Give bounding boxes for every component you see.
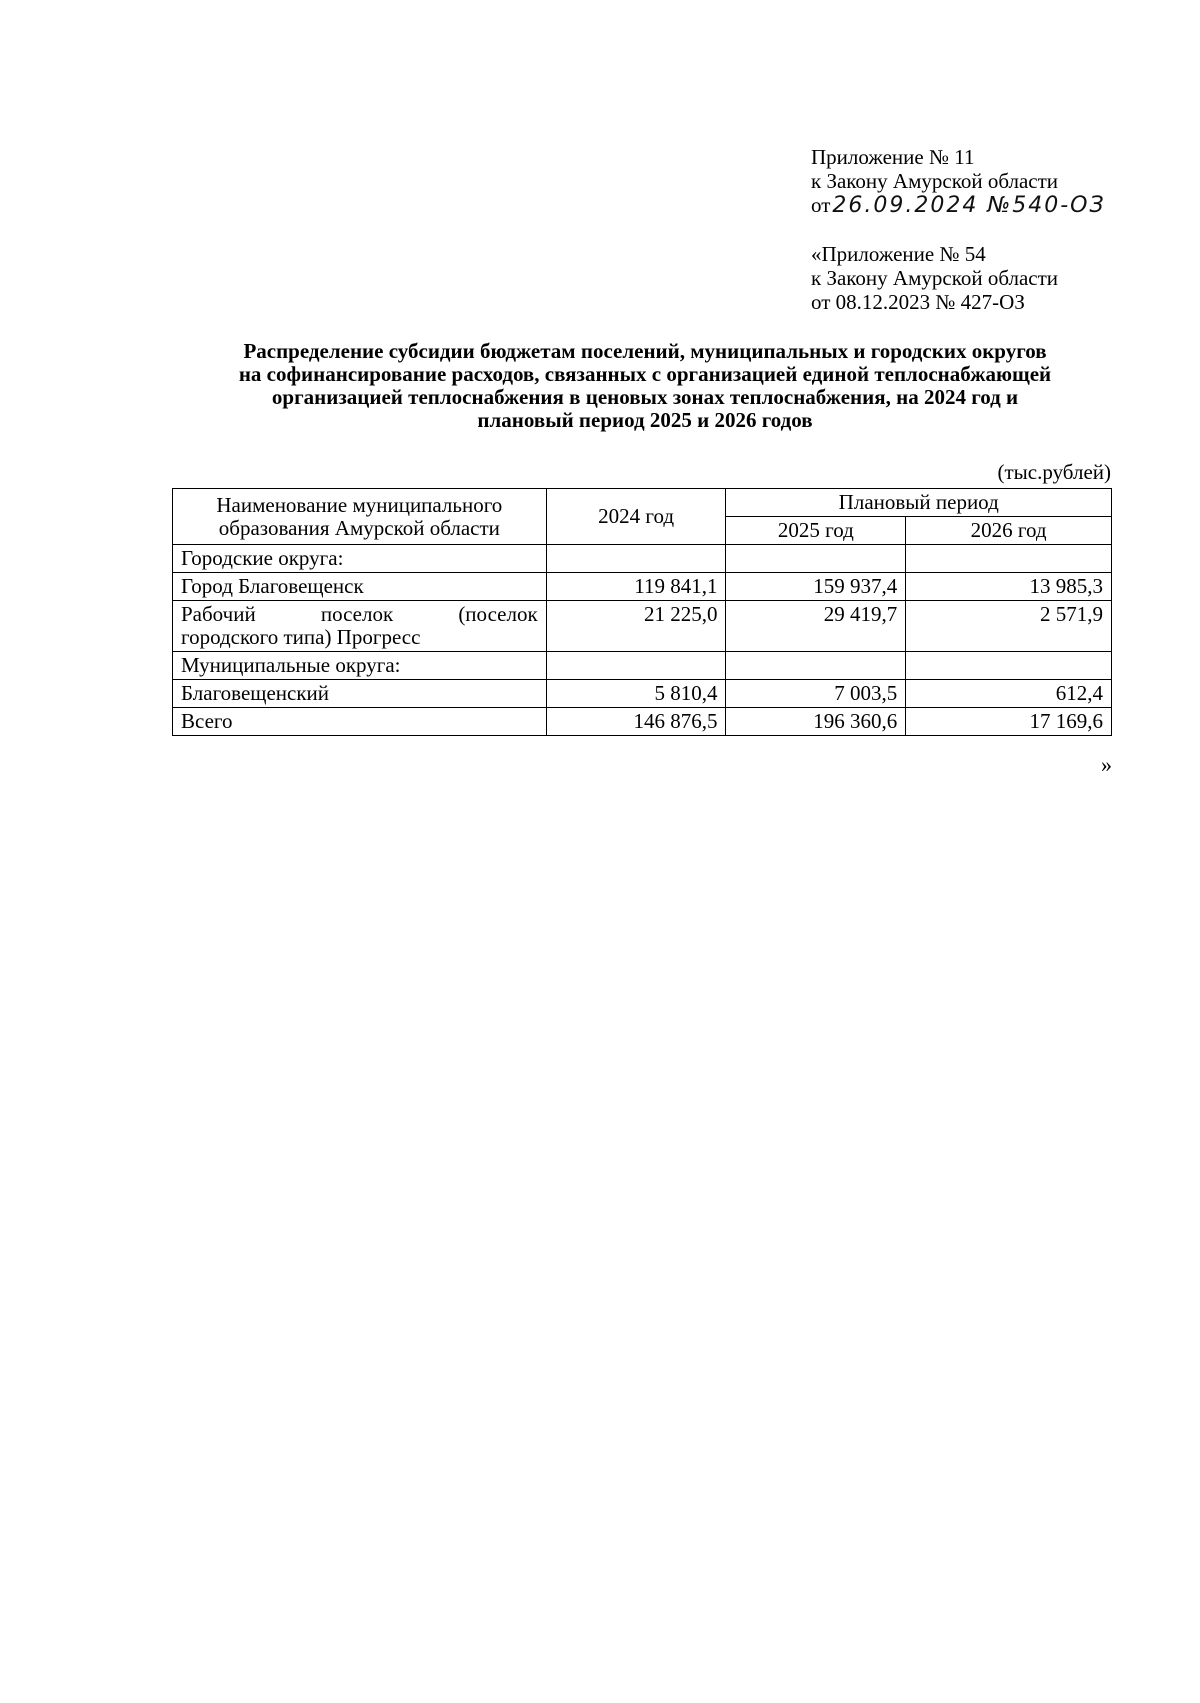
closing-quote: »	[1101, 752, 1112, 777]
appendix-date-line	[811, 193, 1191, 218]
row-name: Город Благовещенск	[173, 573, 547, 601]
row-name-line-2: городского типа) Прогресс	[181, 625, 421, 649]
value-2024: 21 225,0	[546, 601, 726, 652]
total-2025: 196 360,6	[726, 708, 906, 736]
total-row	[173, 708, 1112, 736]
header-2026: 2026 год	[906, 517, 1112, 545]
row-name: Благовещенский	[173, 680, 547, 708]
row-name-word: (поселок	[458, 602, 538, 626]
subsidy-table	[172, 488, 1112, 736]
document-title	[160, 340, 1130, 432]
title-line-4: плановый период 2025 и 2026 годов	[477, 408, 813, 432]
previous-appendix-number: «Приложение № 54	[811, 242, 986, 266]
value-2024: 119 841,1	[546, 573, 726, 601]
group-row-urban-districts	[173, 545, 1112, 573]
value-2026: 13 985,3	[906, 573, 1112, 601]
value-2026: 612,4	[906, 680, 1112, 708]
appendix-law-reference: к Закону Амурской области	[811, 169, 1059, 193]
table-row	[173, 680, 1112, 708]
previous-appendix-header	[811, 242, 1191, 314]
table-header-row	[173, 489, 1112, 517]
value-2025: 159 937,4	[726, 573, 906, 601]
previous-appendix-date: от 08.12.2023 № 427-ОЗ	[811, 290, 1025, 314]
appendix-number: Приложение № 11	[811, 145, 975, 169]
total-2026: 17 169,6	[906, 708, 1112, 736]
group-row-municipal-districts	[173, 652, 1112, 680]
previous-appendix-law-reference: к Закону Амурской области	[811, 266, 1059, 290]
total-label: Всего	[173, 708, 547, 736]
table-row	[173, 573, 1112, 601]
value-2025: 7 003,5	[726, 680, 906, 708]
appendix-date-prefix: от	[811, 193, 831, 217]
value-2026: 2 571,9	[906, 601, 1112, 652]
header-2025: 2025 год	[726, 517, 906, 545]
appendix-header	[811, 145, 1191, 218]
value-2025: 29 419,7	[726, 601, 906, 652]
row-name-word: Рабочий	[181, 602, 256, 626]
header-name-line-1: Наименование муниципального	[216, 492, 503, 517]
group-label: Городские округа:	[173, 545, 547, 573]
header-planned-period: Плановый период	[726, 489, 1112, 517]
header-name-line-2: образования Амурской области	[218, 515, 500, 540]
title-line-3: организацией теплоснабжения в ценовых зонах теплоснабжения, на 2024 год и	[271, 385, 1019, 409]
title-line-1: Распределение субсидии бюджетам поселений, муниципальных и городских округов	[243, 339, 1047, 363]
group-label: Муниципальные округа:	[173, 652, 547, 680]
header-2024: 2024 год	[546, 489, 726, 545]
title-line-2: на софинансирование расходов, связанных с организацией единой теплоснабжающей	[238, 362, 1052, 386]
value-2024: 5 810,4	[546, 680, 726, 708]
total-2024: 146 876,5	[546, 708, 726, 736]
header-municipality-name	[173, 489, 547, 545]
row-name	[173, 601, 547, 652]
handwritten-date-number: 26.09.2024 №540-ОЗ	[832, 193, 1106, 218]
table-row	[173, 601, 1112, 652]
units-label: (тыс.рублей)	[997, 460, 1111, 484]
row-name-word: поселок	[320, 602, 394, 626]
